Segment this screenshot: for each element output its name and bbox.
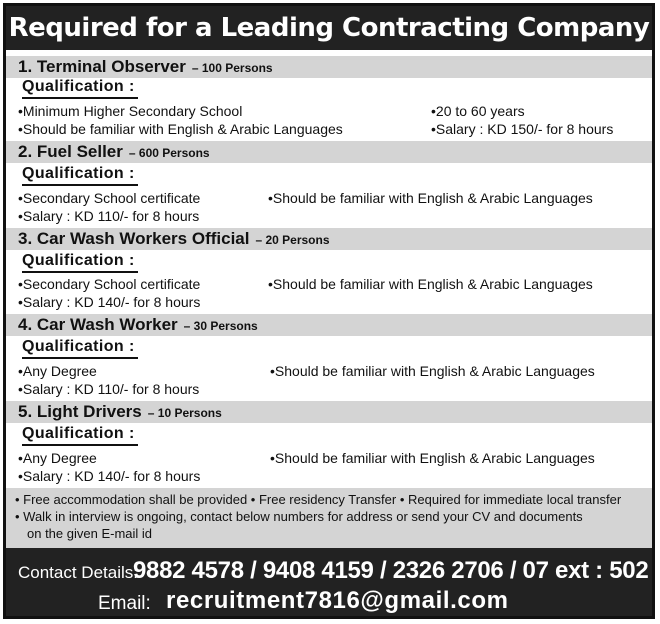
requirement-item: • Minimum Higher Secondary School xyxy=(18,103,242,119)
job-title-light-drivers xyxy=(6,401,652,423)
ad-title: Required for a Leading Contracting Company xyxy=(6,6,652,50)
benefits-line: • Free accommodation shall be provided • Free residency Transfer • Required for immediate local transfer xyxy=(15,492,622,507)
contact-numbers: 9882 4578 / 9408 4159 / 2326 2706 / 07 ext : 502 xyxy=(133,557,649,584)
contact-panel xyxy=(6,548,652,616)
requirement-item: • Should be familiar with English & Arabic Languages xyxy=(18,121,343,137)
email-address: recruitment7816@gmail.com xyxy=(166,587,509,614)
requirement-item: • Salary : KD 110/- for 8 hours xyxy=(18,381,199,397)
requirement-item: • Salary : KD 140/- for 8 hours xyxy=(18,468,200,484)
job-title-fuel-seller xyxy=(6,141,652,163)
job-advertisement xyxy=(3,3,655,619)
requirement-item: • Secondary School certificate xyxy=(18,276,200,292)
requirement-item: • Any Degree xyxy=(18,363,97,379)
job-title-car-wash-workers-official xyxy=(6,228,652,250)
contact-label: Contact Details: xyxy=(18,563,138,582)
walk-in-line-continued: on the given E-mail id xyxy=(27,526,153,541)
job-name: 5. Light Drivers xyxy=(18,402,142,421)
requirement-item: • Any Degree xyxy=(18,450,97,466)
requirement-item: • Should be familiar with English & Arabic Languages xyxy=(270,450,595,466)
requirement-item: • Should be familiar with English & Arabic Languages xyxy=(268,190,593,206)
job-name: 4. Car Wash Worker xyxy=(18,315,178,334)
job-persons: – 10 Persons xyxy=(147,406,222,420)
requirement-item: • Secondary School certificate xyxy=(18,190,200,206)
email-label: Email: xyxy=(98,593,151,614)
job-persons: – 20 Persons xyxy=(255,233,330,247)
requirement-item: • Salary : KD 140/- for 8 hours xyxy=(18,294,200,310)
qualification-heading: Qualification : xyxy=(22,164,138,186)
job-name: 2. Fuel Seller xyxy=(18,142,123,161)
qualification-heading: Qualification : xyxy=(22,424,138,446)
job-title-car-wash-worker xyxy=(6,314,652,336)
benefits-notes xyxy=(6,488,652,548)
job-title-terminal-observer xyxy=(6,56,652,78)
requirement-item: • Should be familiar with English & Arabic Languages xyxy=(268,276,593,292)
walk-in-line: • Walk in interview is ongoing, contact below numbers for address or send your CV and documents xyxy=(15,509,583,524)
qualification-heading: Qualification : xyxy=(22,337,138,359)
job-persons: – 600 Persons xyxy=(128,146,210,160)
job-name: 3. Car Wash Workers Official xyxy=(18,229,250,248)
qualification-heading: Qualification : xyxy=(22,251,138,273)
job-name: 1. Terminal Observer xyxy=(18,57,186,76)
requirement-item: • Salary : KD 110/- for 8 hours xyxy=(18,208,199,224)
requirement-item: • Should be familiar with English & Arabic Languages xyxy=(270,363,595,379)
job-persons: – 100 Persons xyxy=(191,61,273,75)
qualification-heading: Qualification : xyxy=(22,77,138,99)
requirement-item: • 20 to 60 years xyxy=(431,103,525,119)
requirement-item: • Salary : KD 150/- for 8 hours xyxy=(431,121,613,137)
job-persons: – 30 Persons xyxy=(183,319,258,333)
